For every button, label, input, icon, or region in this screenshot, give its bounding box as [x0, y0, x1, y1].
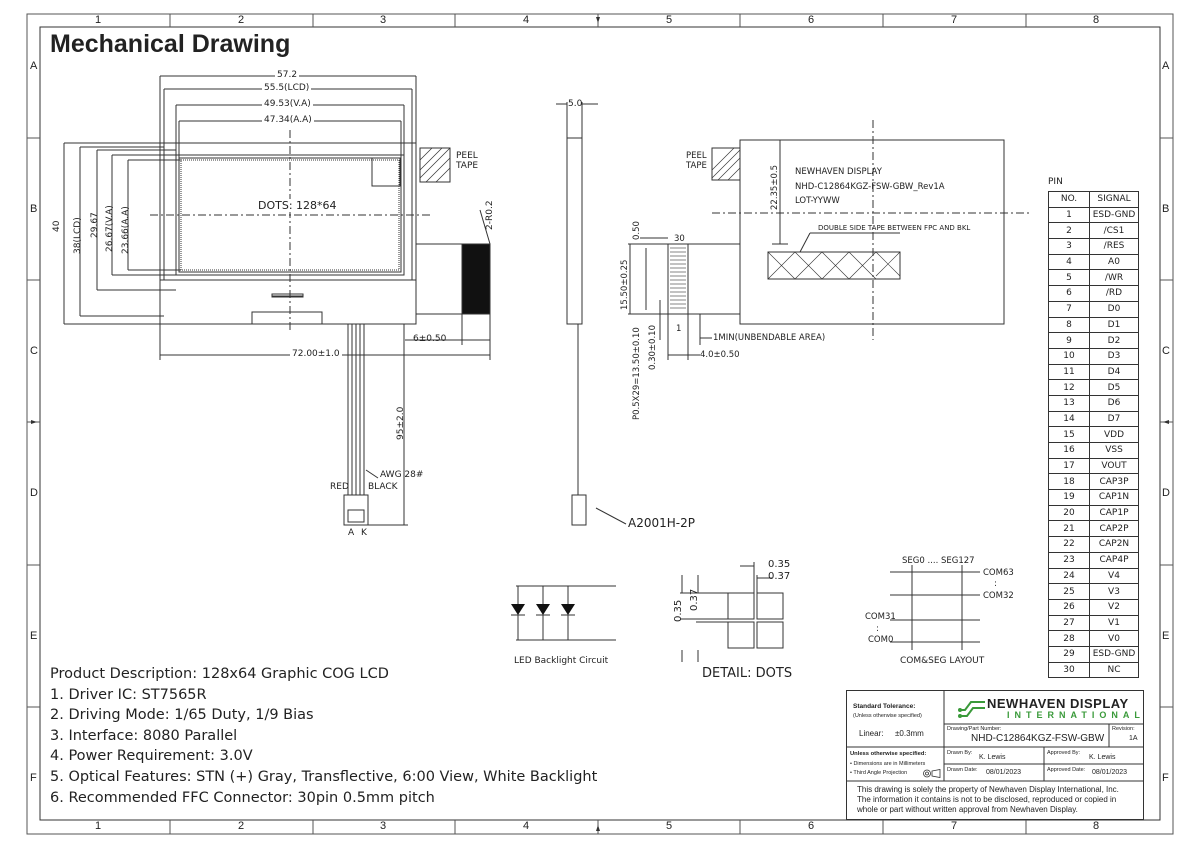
pin-number: 10	[1049, 348, 1090, 364]
dim-height-aa: 23.66(A.A)	[121, 206, 131, 254]
pin-row	[1049, 646, 1139, 662]
pin-number: 25	[1049, 584, 1090, 600]
pin-signal: CAP2N	[1090, 537, 1139, 553]
col-label: 6	[808, 820, 815, 832]
pin-number: 30	[1049, 662, 1090, 678]
pin-number: 2	[1049, 223, 1090, 239]
pin-number: 22	[1049, 537, 1090, 553]
description-line: 1. Driver IC: ST7565R	[50, 686, 207, 703]
dim-1550: 15.50±0.25	[620, 259, 630, 310]
pin-signal: D1	[1090, 317, 1139, 333]
comseg-label: COM&SEG LAYOUT	[900, 656, 985, 666]
col-label: 1	[95, 820, 102, 832]
pin-number: 24	[1049, 568, 1090, 584]
pin-row	[1049, 474, 1139, 490]
led-circuit-label: LED Backlight Circuit	[514, 656, 609, 666]
peel-label: PEEL	[686, 151, 707, 161]
dim-rear-height: 22.35±0.5	[770, 165, 780, 210]
part-number-label: Drawing/Part Number:	[947, 726, 1002, 732]
col-label: 3	[380, 14, 387, 26]
unbend-label: 1MIN(UNBENDABLE AREA)	[713, 333, 826, 343]
row-label: B	[30, 203, 38, 215]
rear-text-2: NHD-C12864KGZ-FSW-GBW_Rev1A	[795, 182, 945, 192]
page-title: Mechanical Drawing	[50, 30, 291, 58]
pin-number: 23	[1049, 552, 1090, 568]
dim-height-total: 40	[52, 220, 62, 232]
pin-number: 28	[1049, 631, 1090, 647]
pin-row	[1049, 411, 1139, 427]
k-label: K	[361, 528, 367, 538]
com-dots-b: :	[876, 624, 879, 634]
description-line: 4. Power Requirement: 3.0V	[50, 748, 253, 765]
pin-row	[1049, 348, 1139, 364]
connector-label: A2001H-2P	[628, 516, 695, 530]
pin-row	[1049, 662, 1139, 678]
row-label: D	[1162, 487, 1170, 499]
pin-row	[1049, 207, 1139, 223]
pin-row	[1049, 584, 1139, 600]
detail-dots-label: DETAIL: DOTS	[702, 666, 793, 681]
pin-number: 13	[1049, 395, 1090, 411]
pin-row	[1049, 395, 1139, 411]
pin-number: 14	[1049, 411, 1090, 427]
pin-number: 6	[1049, 286, 1090, 302]
dim-pitch: P0.5X29=13.50±0.10	[632, 327, 642, 420]
pin-signal: A0	[1090, 254, 1139, 270]
pin-number: 18	[1049, 474, 1090, 490]
dim-height-lcd: 38(LCD)	[73, 217, 83, 254]
description-line: Product Description: 128x64 Graphic COG LCD	[50, 666, 389, 682]
description-line: 2. Driving Mode: 1/65 Duty, 1/9 Bias	[50, 707, 314, 724]
pin-signal: V2	[1090, 599, 1139, 615]
pin-signal: D4	[1090, 364, 1139, 380]
col-label: 7	[951, 14, 958, 26]
pin30-label: 30	[674, 234, 685, 244]
pin-number: 1	[1049, 207, 1090, 223]
approved-date-label: Approved Date:	[1047, 767, 1086, 773]
row-label: B	[1162, 203, 1170, 215]
linear-value: ±0.3mm	[895, 729, 924, 738]
notice-line: This drawing is solely the property of Newhaven Display International, Inc.	[857, 785, 1119, 794]
row-label: A	[30, 60, 38, 72]
logo-name: NEWHAVEN DISPLAY	[987, 696, 1129, 711]
dim-035a: 0.35	[768, 559, 791, 570]
pin-signal: V3	[1090, 584, 1139, 600]
pin-row	[1049, 537, 1139, 553]
pin-signal: V4	[1090, 568, 1139, 584]
pin-row	[1049, 333, 1139, 349]
dim-cable-length: 95±2.0	[396, 406, 406, 440]
projection-icon	[923, 769, 941, 778]
pin-row	[1049, 631, 1139, 647]
col-label: 8	[1093, 14, 1100, 26]
pin-row	[1049, 364, 1139, 380]
header-no: NO.	[1049, 192, 1090, 208]
pin-signal: D7	[1090, 411, 1139, 427]
pin-signal: CAP2P	[1090, 521, 1139, 537]
std-tolerance: Standard Tolerance:	[853, 703, 916, 710]
pin-signal: CAP4P	[1090, 552, 1139, 568]
pin-table-label: PIN	[1048, 177, 1063, 187]
pin-signal: VDD	[1090, 427, 1139, 443]
com0-label: COM0	[868, 635, 894, 645]
dim-width-aa: 47.34(A.A)	[264, 115, 312, 125]
linear-label: Linear:	[859, 729, 884, 738]
pin-number: 5	[1049, 270, 1090, 286]
pin-number: 17	[1049, 458, 1090, 474]
dim-037b: 0.37	[689, 588, 700, 611]
row-label: F	[30, 772, 37, 784]
pin-signal: ESD-GND	[1090, 207, 1139, 223]
pin-signal: VSS	[1090, 443, 1139, 459]
pin-row	[1049, 599, 1139, 615]
pin-signal: D0	[1090, 301, 1139, 317]
tape-label: TAPE	[686, 161, 707, 171]
dim-height-2967: 29.67	[90, 212, 100, 238]
com-dots-a: :	[994, 579, 997, 589]
std-tolerance-sub: (Unless otherwise specified)	[853, 713, 922, 719]
drawn-date-label: Drawn Date:	[947, 767, 978, 773]
pin-row	[1049, 380, 1139, 396]
pin1-label: 1	[676, 324, 682, 334]
pin-table-header	[1049, 192, 1139, 208]
drawn-date: 08/01/2023	[986, 769, 1022, 776]
row-label: D	[30, 487, 38, 499]
pin-row	[1049, 505, 1139, 521]
rear-text-1: NEWHAVEN DISPLAY	[795, 167, 882, 177]
col-label: 2	[238, 820, 245, 832]
pin-signal: /RES	[1090, 239, 1139, 255]
pin-number: 26	[1049, 599, 1090, 615]
awg-label: AWG 28#	[380, 470, 424, 480]
row-label: E	[30, 630, 38, 642]
pin-signal: VOUT	[1090, 458, 1139, 474]
pin-signal: V0	[1090, 631, 1139, 647]
projection-note: • Third Angle Projection	[850, 770, 908, 776]
col-label: 5	[666, 820, 673, 832]
pin-row	[1049, 490, 1139, 506]
drawn-by-label: Drawn By:	[947, 750, 973, 756]
pin-row	[1049, 254, 1139, 270]
pin-number: 16	[1049, 443, 1090, 459]
col-label: 7	[951, 820, 958, 832]
dim-035b: 0.35	[673, 599, 684, 622]
com31-label: COM31	[865, 612, 896, 622]
description-line: 3. Interface: 8080 Parallel	[50, 727, 238, 744]
dims-mm-note: • Dimensions are in Millimeters	[850, 761, 926, 767]
pin-number: 7	[1049, 301, 1090, 317]
revision-value: 1A	[1129, 735, 1138, 742]
dim-radius: 2-R0.2	[485, 200, 495, 230]
notice-line: whole or part without written approval from Newhaven Display.	[857, 805, 1078, 814]
pin-number: 19	[1049, 490, 1090, 506]
black-label: BLACK	[368, 482, 398, 492]
pin-row	[1049, 552, 1139, 568]
pin-signal: ESD-GND	[1090, 646, 1139, 662]
title-block	[846, 690, 1144, 820]
com32-label: COM32	[983, 591, 1014, 601]
pin-signal: D3	[1090, 348, 1139, 364]
pin-row	[1049, 458, 1139, 474]
pin-row	[1049, 270, 1139, 286]
tape-label: TAPE	[456, 161, 479, 171]
dim-height-va: 26.67(V.A)	[105, 205, 115, 252]
pin-number: 15	[1049, 427, 1090, 443]
col-label: 1	[95, 14, 102, 26]
description-line: 5. Optical Features: STN (+) Gray, Transflective, 6:00 View, White Backlight	[50, 768, 598, 785]
header-signal: SIGNAL	[1090, 192, 1139, 208]
row-label: A	[1162, 60, 1170, 72]
pin-number: 4	[1049, 254, 1090, 270]
pin-number: 8	[1049, 317, 1090, 333]
pin-number: 20	[1049, 505, 1090, 521]
dim-40: 4.0±0.50	[700, 350, 740, 360]
pin-signal: D6	[1090, 395, 1139, 411]
description-line: 6. Recommended FFC Connector: 30pin 0.5mm pitch	[50, 789, 435, 806]
notice-line: The information it contains is not to be disclosed, reproduced or copied in	[857, 795, 1117, 804]
dim-030: 0.30±0.10	[648, 325, 658, 370]
com63-label: COM63	[983, 568, 1014, 578]
part-number: NHD-C12864KGZ-FSW-GBW	[971, 733, 1105, 744]
pin-number: 3	[1049, 239, 1090, 255]
unless-label: Unless otherwise specified:	[850, 751, 927, 757]
col-label: 5	[666, 14, 673, 26]
pin-table	[1048, 191, 1139, 678]
dim-width-va: 49.53(V.A)	[264, 99, 311, 109]
pin-row	[1049, 443, 1139, 459]
row-label: C	[1162, 345, 1170, 357]
logo-icon	[957, 696, 987, 720]
pin-signal: /CS1	[1090, 223, 1139, 239]
dim-thickness: 5.0	[568, 99, 583, 109]
a-label: A	[348, 528, 355, 538]
pin-number: 29	[1049, 646, 1090, 662]
col-label: 2	[238, 14, 245, 26]
col-label: 3	[380, 820, 387, 832]
row-label: E	[1162, 630, 1170, 642]
pin-number: 9	[1049, 333, 1090, 349]
col-label: 8	[1093, 820, 1100, 832]
pin-number: 12	[1049, 380, 1090, 396]
dots-label: DOTS: 128*64	[255, 199, 340, 212]
row-label: C	[30, 345, 38, 357]
pin-number: 11	[1049, 364, 1090, 380]
approved-date: 08/01/2023	[1092, 769, 1128, 776]
logo-sub: INTERNATIONAL	[1007, 710, 1145, 720]
pin-row	[1049, 239, 1139, 255]
pin-signal: NC	[1090, 662, 1139, 678]
col-label: 4	[523, 14, 530, 26]
pin-signal: V1	[1090, 615, 1139, 631]
product-description	[50, 664, 597, 808]
pin-row	[1049, 568, 1139, 584]
pin-signal: /WR	[1090, 270, 1139, 286]
approved-by: K. Lewis	[1089, 754, 1116, 761]
pin-row	[1049, 521, 1139, 537]
pin-row	[1049, 286, 1139, 302]
dim-050: 0.50	[632, 221, 642, 240]
pin-signal: CAP1P	[1090, 505, 1139, 521]
pin-signal: CAP3P	[1090, 474, 1139, 490]
dim-width-lcd: 55.5(LCD)	[264, 83, 310, 93]
revision-label: Revision:	[1112, 726, 1135, 732]
dim-fpc-length: 72.00±1.0	[292, 349, 340, 359]
pin-row	[1049, 317, 1139, 333]
pin-signal: D2	[1090, 333, 1139, 349]
seg-label: SEG0 .... SEG127	[902, 556, 975, 566]
dim-fpc-width: 6±0.50	[413, 334, 447, 344]
pin-signal: /RD	[1090, 286, 1139, 302]
pin-row	[1049, 223, 1139, 239]
pin-number: 21	[1049, 521, 1090, 537]
pin-row	[1049, 615, 1139, 631]
red-label: RED	[330, 482, 349, 492]
col-label: 4	[523, 820, 530, 832]
pin-number: 27	[1049, 615, 1090, 631]
pin-row	[1049, 427, 1139, 443]
col-label: 6	[808, 14, 815, 26]
approved-by-label: Approved By:	[1047, 750, 1081, 756]
peel-label: PEEL	[456, 151, 478, 161]
dim-037a: 0.37	[768, 571, 791, 582]
drawn-by: K. Lewis	[979, 754, 1006, 761]
dim-width-total: 57.2	[277, 70, 298, 80]
rear-text-3: LOT-YYWW	[795, 196, 840, 206]
pin-signal: CAP1N	[1090, 490, 1139, 506]
pin-row	[1049, 301, 1139, 317]
pin-signal: D5	[1090, 380, 1139, 396]
pin-table-body	[1049, 207, 1139, 678]
row-label: F	[1162, 772, 1169, 784]
tape-note: DOUBLE SIDE TAPE BETWEEN FPC AND BKL	[818, 224, 971, 232]
